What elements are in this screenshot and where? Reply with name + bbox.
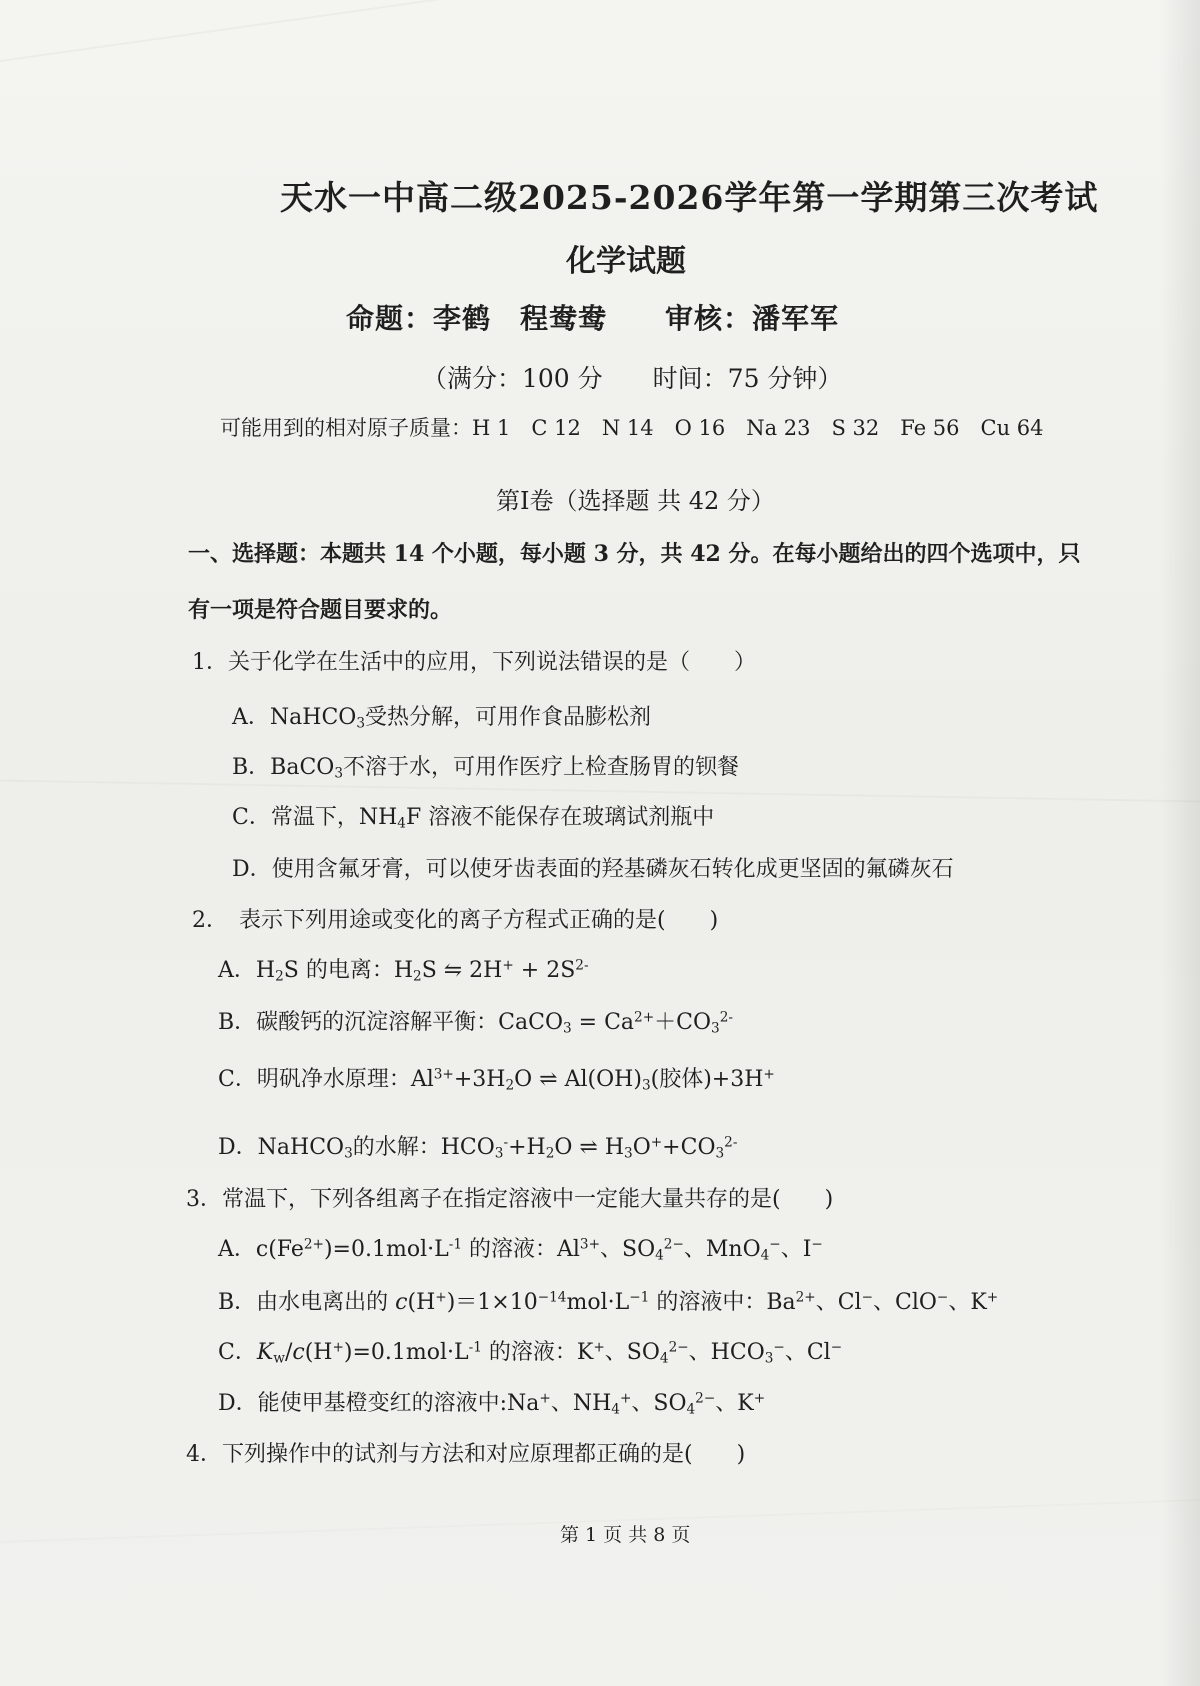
question-2-option-c: C．明矾净水原理：$Al^{3+}+3H_2O$ ⇌ $Al(OH)_3$(胶体)+3H+ <box>218 1066 775 1094</box>
question-1-stem: 1．关于化学在生活中的应用，下列说法错误的是（ ） <box>192 650 756 675</box>
question-3-option-b: B．由水电离出的 $c(H^+)=1\times 10^{-14}mol\cdot L^{-1}$ 的溶液中：$Ba^{2+}$、Cl−、ClO−、K+ <box>218 1289 999 1315</box>
question-1-option-d: D．使用含氟牙膏，可以使牙齿表面的羟基磷灰石转化成更坚固的氟磷灰石 <box>232 857 954 882</box>
exam-subject: 化学试题 <box>566 244 686 279</box>
page-number: 第 1 页 共 8 页 <box>560 1524 691 1546</box>
question-4-stem: 4．下列操作中的试剂与方法和对应原理都正确的是( ) <box>186 1442 746 1467</box>
atomic-masses: 可能用到的相对原子质量：H 1 C 12 N 14 O 16 Na 23 S 32 Fe 56 Cu 64 <box>220 416 1044 440</box>
exam-title: 天水一中高二级2025-2026学年第一学期第三次考试 <box>280 178 1099 217</box>
question-2-option-a: A．$H_2S$ 的电离：$H_2S$ ⇋ $2H^+ + 2S^{2-}$ <box>218 957 589 985</box>
exam-authors: 命题：李鹤 程鸯鸯 审核：潘军军 <box>346 302 840 335</box>
question-1-option-b: B．BaCO$_3$不溶于水，可用作医疗上检查肠胃的钡餐 <box>232 755 740 782</box>
instructions-line-1: 一、选择题：本题共 14 个小题，每小题 3 分，共 42 分。在每小题给出的四个选项中，只 <box>188 541 1081 567</box>
instructions-line-2: 有一项是符合题目要求的。 <box>188 597 453 623</box>
question-3-option-a: A．$c(Fe^{2+})=0.1mol\cdot L^{-1}$ 的溶液：$Al^{3+}$、$SO_4^{2-}$、MnO$_4$−、I− <box>218 1236 823 1264</box>
question-3-option-d: D．能使甲基橙变红的溶液中:Na+、$NH_4^+$、$SO_4^{2-}$、K+ <box>218 1390 766 1418</box>
question-2-stem: 2． 表示下列用途或变化的离子方程式正确的是( ) <box>192 908 719 933</box>
question-1-option-a: A．NaHCO$_3$受热分解，可用作食品膨松剂 <box>232 705 651 732</box>
question-2-option-d: D．NaHCO$_3$的水解：$HCO_3^-+H_2O$ ⇌ $H_3O^++CO_3^{2-}$ <box>218 1134 738 1162</box>
score-time: （满分：100 分 时间：75 分钟） <box>422 364 843 393</box>
question-2-option-b: B．碳酸钙的沉淀溶解平衡：CaCO$_3$ = $Ca^{2+}+CO_3^{2-}$ <box>218 1009 733 1037</box>
question-3-stem: 3．常温下，下列各组离子在指定溶液中一定能大量共存的是( ) <box>186 1187 834 1212</box>
section-title: 第Ⅰ卷（选择题 共 42 分） <box>496 487 775 515</box>
question-1-option-c: C．常温下，$NH_4F$ 溶液不能保存在玻璃试剂瓶中 <box>232 805 715 832</box>
question-3-option-c: C．$K_w/c(H^+)=0.1mol\cdot L^{-1}$ 的溶液：K+、$SO_4^{2-}$、$HCO_3^-$、Cl− <box>218 1339 843 1367</box>
